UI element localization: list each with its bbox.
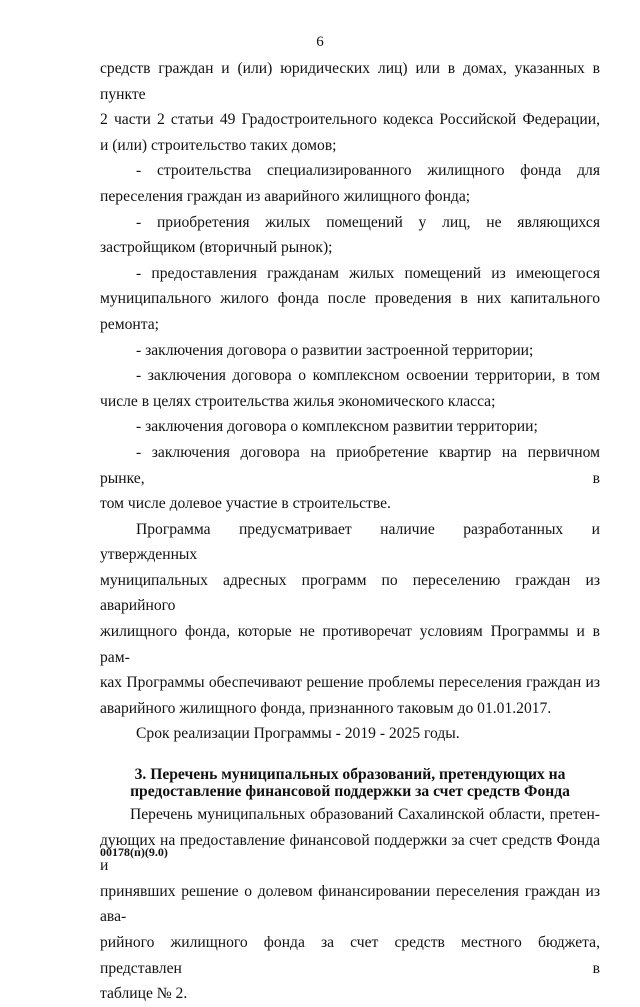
page-number: 6 — [316, 34, 324, 50]
text-line: аварийного жилищного фонда, признанного таковым до 01.01.2017. — [100, 699, 552, 717]
text-line: застройщиком (вторичный рынок); — [100, 239, 333, 257]
list-item: - заключения договора о комплексном развитии территории; — [136, 418, 538, 436]
text-line: и (или) строительство таких домов; — [100, 136, 337, 154]
list-item: - заключения договора о комплексном освоении территории, в том — [136, 367, 600, 385]
page-body — [100, 56, 600, 1007]
text-line: жилищного фонда, которые не противоречат условиям Программы и в рам- — [100, 623, 600, 666]
text-line: числе в целях строительства жилья экономического класса; — [100, 392, 496, 410]
text-line: 2 части 2 статьи 49 Градостроительного кодекса Российской Федерации, — [100, 111, 600, 129]
text-line: том числе долевое участие в строительстве. — [100, 495, 391, 513]
list-item: - заключения договора о развитии застроенной территории; — [136, 341, 534, 359]
list-item: - заключения договора на приобретение квартир на первичном рынке, в — [100, 443, 600, 487]
document-code: 00178(п)(9.0) — [100, 845, 168, 859]
text-line: средств граждан и (или) юридических лиц) или в домах, указанных в пункте — [100, 60, 600, 103]
text-line: таблице № 2. — [100, 985, 188, 1003]
paragraph-line: Программа предусматривает наличие разработанных и утвержденных — [100, 520, 600, 564]
text-line: переселения граждан из аварийного жилищного фонда; — [100, 187, 471, 205]
list-item: - строительства специализированного жилищного фонда для — [136, 162, 600, 180]
list-item: - предоставления гражданам жилых помещений из имеющегося — [136, 264, 600, 282]
text-line: ремонта; — [100, 315, 159, 333]
text-line: дующих на предоставление финансовой поддержки за счет средств Фонда и — [100, 831, 600, 875]
heading-line: предоставление финансовой поддержки за счет средств Фонда — [130, 783, 570, 801]
text-line: ках Программы обеспечивают решение проблемы переселения граждан из — [100, 674, 600, 692]
text-line: муниципальных адресных программ по переселению граждан из аварийного — [100, 571, 600, 615]
section-heading — [100, 766, 600, 800]
heading-line: 3. Перечень муниципальных образований, претендующих на — [134, 766, 566, 784]
list-item: - приобретения жилых помещений у лиц, не являющихся — [136, 213, 600, 231]
paragraph-line: Перечень муниципальных образований Сахалинской области, претен- — [130, 806, 600, 824]
text-line: муниципального жилого фонда после проведения в них капитального — [100, 290, 600, 308]
paragraph-line: Срок реализации Программы - 2019 - 2025 годы. — [136, 725, 460, 743]
text-line: рийного жилищного фонда за счет средств местного бюджета, представлен в — [100, 934, 600, 977]
text-line: принявших решение о долевом финансировании переселения граждан из ава- — [100, 882, 600, 926]
